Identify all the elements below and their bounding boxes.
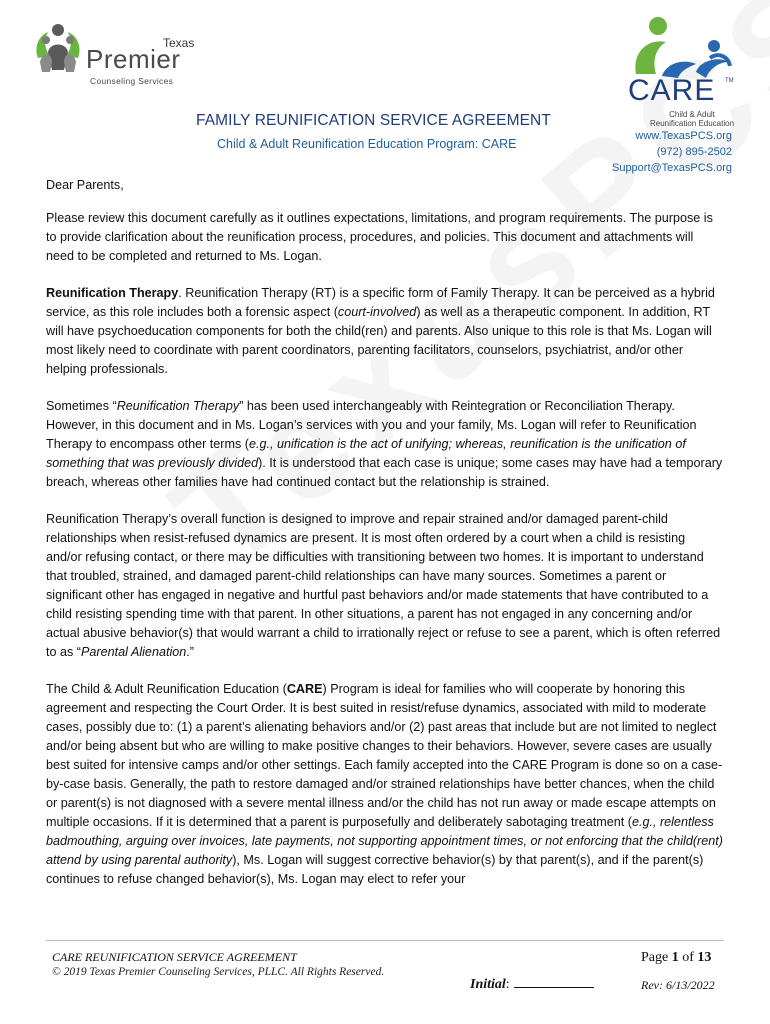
- document-body: [46, 176, 724, 907]
- paragraph-overall-function: Reunification Therapy’s overall function is designed to improve and repair strained and/or damaged parent-child relationships when resist-refused dynamics are present. It is most often ordered by a court when a child is resisting and/or refusing contact, or there may be difficulties with transitioning between two homes. It is important to understand that troubled, strained, and damaged parent-child relationships can have many sources. Sometimes a parent or significant other has engaged in negative and hurtful past behaviors and/or made statements that have contributed to a child resisting spending time with that parent. In other situations, a parent has not engaged in any concerning and/or actual abusive behavior(s) that would warrant a child to irrationally reject or refuse to see a parent, which is often referred to as “Parental Alienation.”: [46, 512, 721, 659]
- texas-premier-logo: [30, 18, 200, 86]
- logo-tagline: Counseling Services: [90, 76, 174, 86]
- email-link[interactable]: Support@TexasPCS.org: [611, 162, 732, 174]
- care-logo: [622, 12, 742, 128]
- logo-texas-text: Texas: [163, 36, 195, 50]
- footer-document-name: CARE REUNIFICATION SERVICE AGREEMENT: [52, 950, 297, 964]
- paragraph-care-program: The Child & Adult Reunification Education (CARE) Program is ideal for families who will cooperate by honoring this agreement and respecting the Court Order. It is best suited in resist/refuse dynamics, associated with mild to moderate cases, possibly due to: (1) a parent’s alienating behaviors and/or (2) past areas that include but are not limited to neglect and/or being absent but who are willing to make positive changes to their behaviors. However, severe cases are usually best suited for intensive camps and/or other settings. Each family accepted into the CARE Program is done so on a case-by-case basis. Generally, the path to restore damaged and/or strained relationships have better chances, when the child or parent(s) is not diagnosed with a severe mental illness and/or the child has not run away or made escape attempts on multiple occasions. If it is determined that a parent is purposefully and deliberately sabotaging treatment (e.g., relentless badmouthing, arguing over invoices, late payments, not supporting appointment times, or not enforcing that the child(rent) attend by using parental authority), Ms. Logan will suggest corrective behavior(s) by that parent(s), and if the parent(s) continues to refuse changed behavior(s), Ms. Logan may elect to refer your: [46, 682, 723, 886]
- care-sub-line2: Reunification Education: [649, 119, 735, 128]
- initial-field: Initial:: [470, 975, 594, 993]
- phone-number: (972) 895-2502: [656, 146, 732, 158]
- initial-label: Initial: [470, 977, 506, 992]
- paragraph-lead-heading: Reunification Therapy: [46, 286, 179, 300]
- salutation: Dear Parents,: [46, 178, 124, 192]
- people-tree-logo-icon: [30, 18, 86, 74]
- initial-input-line[interactable]: [514, 975, 594, 988]
- document-subtitle: Child & Adult Reunification Education Program: CARE: [217, 137, 517, 151]
- paragraph-terminology: Sometimes “Reunification Therapy” has been used interchangeably with Reintegration or Reconciliation Therapy. However, in this document and in Ms. Logan’s services with you and your family, Ms. Logan will refer to Reunification Therapy to encompass other terms (e.g., unification is the act of unifying; whereas, reunification is the unification of something that was previously divided). It is understood that each case is unique; some cases may have had a temporary breach, whereas other families have had continued contact but the relationship is strained.: [46, 399, 723, 489]
- logo-premier-text: Premier: [86, 44, 181, 74]
- paragraph-intro: Please review this document carefully as it outlines expectations, limitations, and program requirements. The purpose is to provide clarification about the reunification process, procedures, and policies. This document and attachments will need to be completed and returned to Ms. Logan.: [46, 211, 713, 263]
- trademark-mark: TM: [725, 78, 734, 84]
- care-wordmark: CARE: [628, 74, 716, 107]
- paragraph-reunification-therapy: Reunification Therapy. Reunification Therapy (RT) is a specific form of Family Therapy. It can be perceived as a hybrid service, as this role includes both a forensic aspect (court-involved) as well as a therapeutic component. In addition, RT will have psychoeducation components for both the child(ren) and parents. Also unique to this role is that Ms. Logan will most likely need to coordinate with parent coordinators, parenting facilitators, counselors, psychiatrist, and/or other helping professionals.: [46, 286, 715, 376]
- website-link[interactable]: www.TexasPCS.org: [635, 130, 732, 142]
- care-sub-line1: Child & Adult: [669, 110, 715, 119]
- document-title: FAMILY REUNIFICATION SERVICE AGREEMENT: [196, 112, 551, 129]
- footer-divider: [46, 940, 724, 941]
- footer-copyright: © 2019 Texas Premier Counseling Services, PLLC. All Rights Reserved.: [52, 966, 385, 978]
- page-number: Page 1 of 13: [641, 950, 712, 965]
- revision-date: Rev: 6/13/2022: [641, 978, 715, 992]
- care-figures-icon: [622, 12, 742, 82]
- contact-block: [612, 128, 732, 176]
